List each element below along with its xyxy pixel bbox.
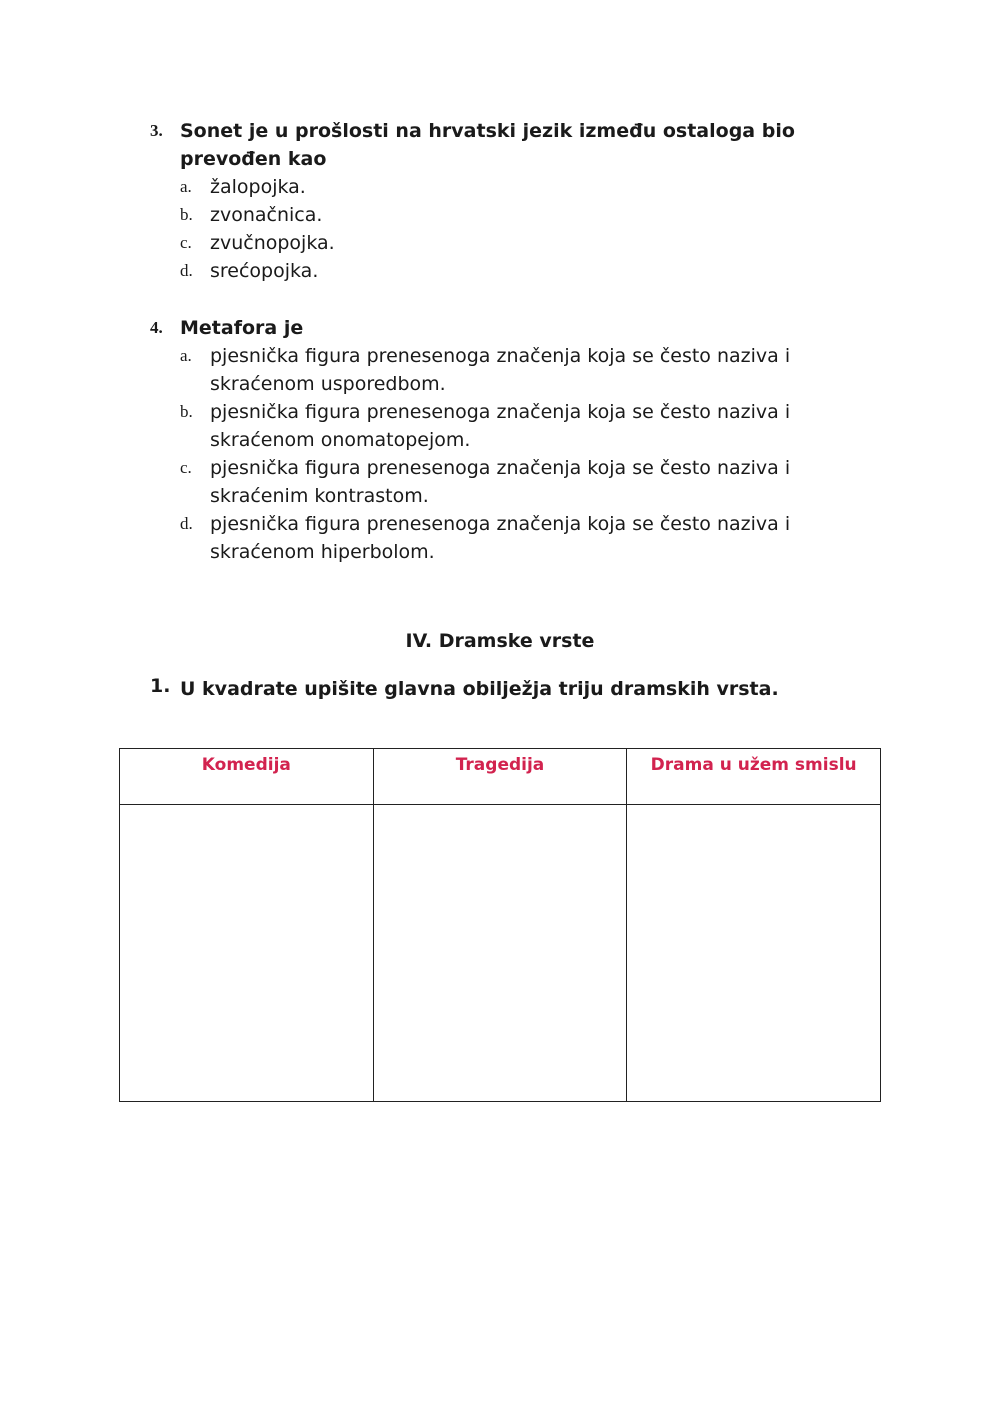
answer-table <box>119 748 881 1102</box>
option-letter: c. <box>180 233 192 252</box>
option-letter: d. <box>180 261 193 280</box>
question-text: Sonet je u prošlosti na hrvatski jezik između ostaloga bio prevođen kao <box>180 120 795 170</box>
option-text: žalopojka. <box>210 176 306 198</box>
option-text: zvučnopojka. <box>210 232 335 254</box>
option-text: srećopojka. <box>210 260 319 282</box>
option-text: pjesnička figura prenesenoga značenja koja se često naziva i skraćenom usporedbom. <box>210 345 791 395</box>
options-list <box>180 173 840 285</box>
option-letter: b. <box>180 205 193 224</box>
table-answer-row <box>120 805 881 1102</box>
task-text: U kvadrate upišite glavna obilježja triju dramskih vrsta. <box>180 678 779 700</box>
answer-cell-tragedija[interactable] <box>373 805 627 1102</box>
option-text: pjesnička figura prenesenoga značenja koja se često naziva i skraćenim kontrastom. <box>210 457 791 507</box>
option-letter: b. <box>180 402 193 421</box>
question-number: 4. <box>150 318 163 337</box>
option-a[interactable] <box>180 342 840 398</box>
task-number: 1. <box>150 675 171 697</box>
header-komedija: Komedija <box>120 749 374 805</box>
option-b[interactable] <box>180 201 840 229</box>
option-letter: c. <box>180 458 192 477</box>
table-header-row <box>120 749 881 805</box>
question-text: Metafora je <box>180 317 304 339</box>
options-list <box>180 342 840 566</box>
option-letter: a. <box>180 346 192 365</box>
option-a[interactable] <box>180 173 840 201</box>
option-c[interactable] <box>180 454 840 510</box>
question-number: 3. <box>150 121 163 140</box>
section-title: IV. Dramske vrste <box>405 630 595 652</box>
option-d[interactable] <box>180 257 840 285</box>
question-4 <box>150 314 840 566</box>
option-text: zvonačnica. <box>210 204 323 226</box>
header-tragedija: Tragedija <box>373 749 627 805</box>
option-d[interactable] <box>180 510 840 566</box>
option-letter: d. <box>180 514 193 533</box>
option-text: pjesnička figura prenesenoga značenja koja se često naziva i skraćenom onomatopejom. <box>210 401 791 451</box>
answer-cell-komedija[interactable] <box>120 805 374 1102</box>
task-1 <box>150 675 840 703</box>
answer-cell-drama[interactable] <box>627 805 881 1102</box>
header-drama: Drama u užem smislu <box>627 749 881 805</box>
option-b[interactable] <box>180 398 840 454</box>
question-3 <box>150 117 840 285</box>
option-text: pjesnička figura prenesenoga značenja koja se često naziva i skraćenom hiperbolom. <box>210 513 791 563</box>
option-c[interactable] <box>180 229 840 257</box>
option-letter: a. <box>180 177 192 196</box>
